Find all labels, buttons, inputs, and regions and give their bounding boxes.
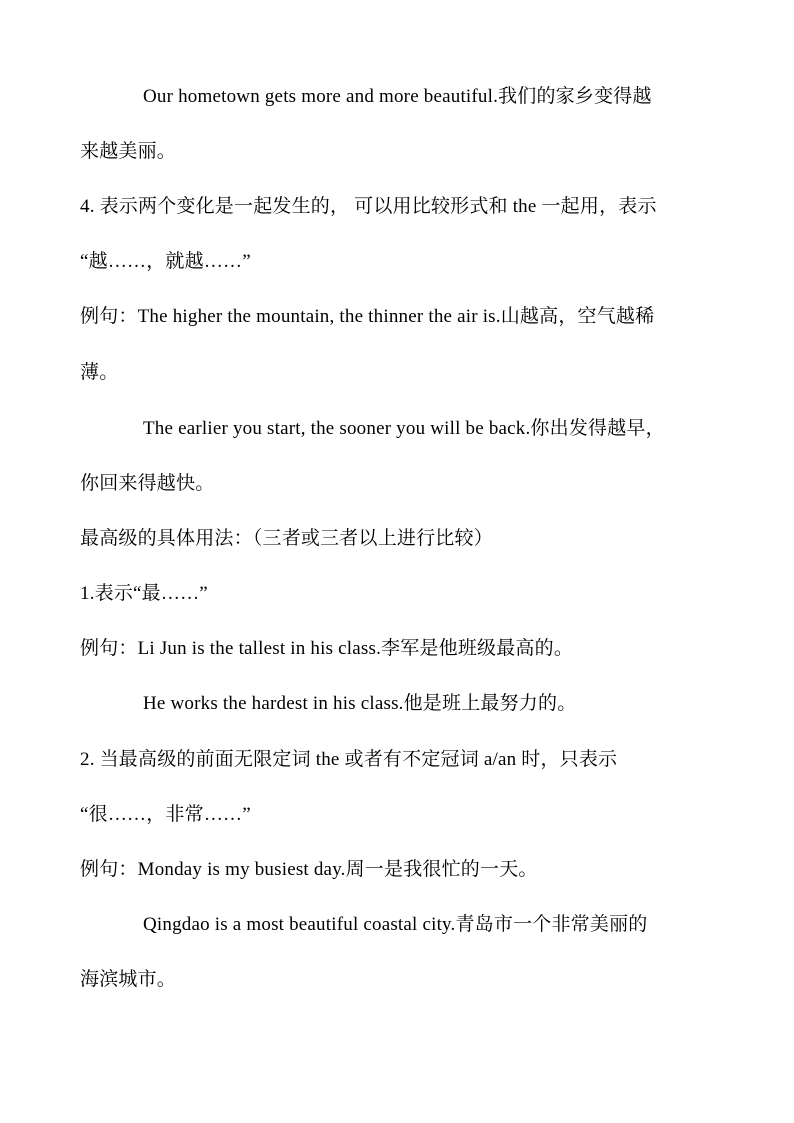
text-line: The earlier you start, the sooner you will be back.你出发得越早， [143, 418, 665, 439]
text-line: He works the hardest in his class.他是班上最努力的。 [143, 693, 577, 714]
text-line: 4. 表示两个变化是一起发生的， 可以用比较形式和 the 一起用，表示 [80, 196, 657, 217]
text-line: 例句：The higher the mountain, the thinner the air is.山越高，空气越稀 [80, 306, 655, 327]
text-line: Our hometown gets more and more beautiful.我们的家乡变得越 [143, 86, 652, 107]
text-line: Qingdao is a most beautiful coastal city.青岛市一个非常美丽的 [143, 914, 648, 935]
text-line: 薄。 [80, 362, 119, 383]
text-line: 2. 当最高级的前面无限定词 the 或者有不定冠词 a/an 时，只表示 [80, 749, 618, 770]
text-line: 海滨城市。 [80, 969, 177, 990]
text-line: “越……，就越……” [80, 251, 251, 272]
text-line: “很……，非常……” [80, 804, 251, 825]
section-heading: 最高级的具体用法：（三者或三者以上进行比较） [80, 528, 493, 549]
text-line: 例句：Li Jun is the tallest in his class.李军是他班级最高的。 [80, 638, 574, 659]
text-line: 你回来得越快。 [80, 473, 215, 494]
text-line: 1.表示“最……” [80, 583, 208, 604]
text-line: 例句：Monday is my busiest day.周一是我很忙的一天。 [80, 859, 538, 880]
text-line: 来越美丽。 [80, 141, 177, 162]
